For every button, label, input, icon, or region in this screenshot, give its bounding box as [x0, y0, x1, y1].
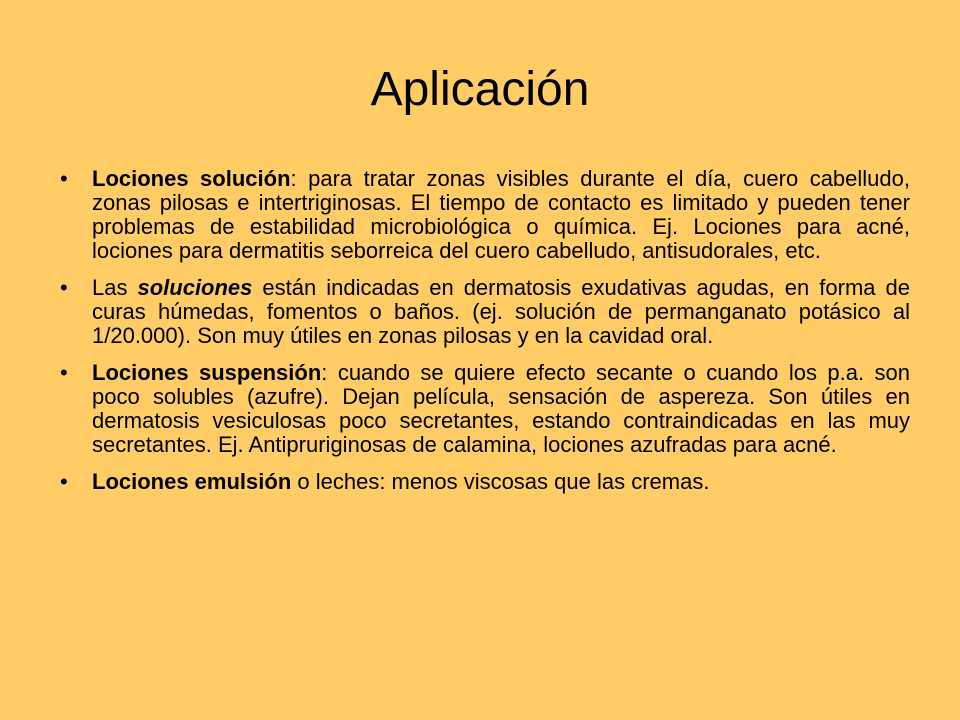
- bullet-term: Lociones suspensión: [92, 360, 322, 385]
- bullet-prefix: Las: [92, 275, 138, 300]
- bullet-term: Lociones solución: [92, 166, 291, 191]
- slide-title: Aplicación: [370, 63, 590, 116]
- bullet-marker: •: [60, 360, 68, 385]
- bullet-item-lociones-solucion: [60, 167, 910, 263]
- bullet-marker: •: [60, 166, 68, 191]
- bullet-term: Lociones emulsión: [92, 469, 292, 494]
- bullet-item-lociones-suspension: [60, 361, 910, 457]
- bullet-list: [60, 167, 910, 507]
- bullet-marker: •: [60, 469, 68, 494]
- bullet-term: soluciones: [137, 275, 253, 300]
- bullet-text: están indicadas en dermatosis exudativas agudas, en forma de curas húmedas, fomentos o baños. (ej. solución de permanganato potásico al 1/20.000). Son muy útiles en zonas pilosas y en la cavidad oral.: [92, 275, 910, 348]
- bullet-item-lociones-emulsion: [60, 470, 910, 494]
- bullet-text: o leches: menos viscosas que las cremas.: [291, 469, 710, 494]
- bullet-text: : cuando se quiere efecto secante o cuando los p.a. son poco solubles (azufre). Dejan película, sensación de aspereza. Son útiles en dermatosis vesiculosas poco secretantes, estando contraindicadas en las muy secretantes. Ej. Antipruriginosas de calamina, lociones azufradas para acné.: [92, 360, 910, 457]
- bullet-marker: •: [60, 275, 68, 300]
- bullet-text: : para tratar zonas visibles durante el día, cuero cabelludo, zonas pilosas e intertriginosas. El tiempo de contacto es limitado y pueden tener problemas de estabilidad microbiológica o química. Ej. Lociones para acné, lociones para dermatitis seborreica del cuero cabelludo, antisudorales, etc.: [92, 166, 910, 263]
- bullet-item-soluciones: [60, 276, 910, 348]
